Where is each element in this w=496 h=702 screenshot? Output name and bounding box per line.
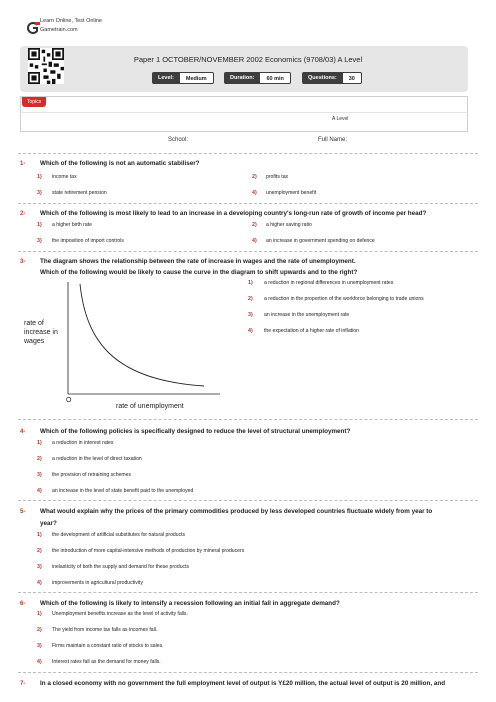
option-text[interactable]: the expectation of a higher rate of inflation: [264, 328, 359, 334]
option-text[interactable]: The yield from income tax falls as incomes fall.: [52, 627, 158, 633]
x-axis-label: rate of unemployment: [116, 403, 184, 410]
y-axis-label: rate of: [24, 320, 44, 327]
duration-badge: Duration: 60 min: [224, 72, 291, 84]
phillips-curve: [80, 284, 204, 386]
question-number: 5-: [20, 509, 26, 515]
option-number[interactable]: 1): [248, 280, 253, 286]
option-text[interactable]: Interest rates fall as the demand for money falls.: [52, 659, 161, 665]
option-text[interactable]: a reduction in interest rates: [52, 440, 114, 446]
option-number[interactable]: 1): [37, 174, 42, 180]
y-axis-label: wages: [24, 338, 45, 345]
topics-divider: [20, 112, 468, 113]
option-text[interactable]: a reduction in the level of direct taxation: [52, 456, 142, 462]
question-number: 3-: [20, 259, 26, 265]
divider: [18, 500, 478, 501]
option-text[interactable]: an increase in the level of state benefit paid to the unemployed: [52, 488, 194, 494]
option-text[interactable]: profits tax: [266, 174, 289, 180]
option-number[interactable]: 2): [37, 627, 42, 633]
divider: [18, 672, 478, 673]
option-text[interactable]: state retirement pension: [52, 190, 107, 196]
school-label: School:: [168, 137, 189, 143]
option-text[interactable]: Firms maintain a constant ratio of stocks to sales.: [52, 643, 164, 649]
qr-code-icon: [28, 48, 64, 84]
option-text[interactable]: the provision of retraining schemes: [52, 472, 131, 478]
option-number[interactable]: 4): [252, 238, 257, 244]
question-number: 7-: [20, 681, 26, 687]
question-text: The diagram shows the relationship between the rate of increase in wages and the rate of unemployment.: [40, 258, 356, 265]
full-name-label: Full Name:: [318, 137, 348, 143]
question-text-continued: year?: [40, 520, 57, 527]
question-number: 4-: [20, 429, 26, 435]
option-number[interactable]: 3): [248, 312, 253, 318]
divider: [18, 419, 478, 420]
option-number[interactable]: 1): [37, 532, 42, 538]
option-number[interactable]: 2): [37, 548, 42, 554]
gametrain-logo-icon: [26, 22, 40, 34]
questions-badge: Questions: 30: [302, 72, 362, 84]
option-text[interactable]: a reduction in regional differences in unemployment rates: [264, 280, 394, 286]
option-number[interactable]: 3): [37, 643, 42, 649]
option-number[interactable]: 2): [252, 222, 257, 228]
option-text[interactable]: an increase in government spending on defence: [266, 238, 375, 244]
option-number[interactable]: 3): [37, 238, 42, 244]
option-number[interactable]: 2): [252, 174, 257, 180]
option-number[interactable]: 4): [37, 488, 42, 494]
question-number: 1-: [20, 161, 26, 167]
question-text: In a closed economy with no government the full employment level of output is Y£20 million, the actual level of output is 20 million, and: [40, 680, 446, 687]
topics-tab[interactable]: Topics: [22, 97, 46, 107]
option-number[interactable]: 2): [37, 456, 42, 462]
question-text: Which of the following policies is specifically designed to reduce the level of structural unemployment?: [40, 428, 351, 435]
option-text[interactable]: unemployment benefit: [266, 190, 317, 196]
level-badge: Level: Medium: [152, 72, 214, 84]
option-text[interactable]: the development of artificial substitutes for natural products: [52, 532, 186, 538]
option-number[interactable]: 1): [37, 611, 42, 617]
question-text: What would explain why the prices of the primary commodities produced by less developed countries fluctuate widely from year to: [40, 508, 433, 515]
brand-site[interactable]: Gametrain.com: [40, 27, 78, 33]
option-text[interactable]: improvements in agricultural productivity: [52, 580, 143, 586]
question-text-continued: Which of the following would be likely to cause the curve in the diagram to shift upwards and to the right?: [40, 269, 358, 276]
divider: [18, 251, 478, 252]
option-text[interactable]: an increase in the unemployment rate: [264, 312, 350, 318]
option-text[interactable]: the imposition of import controls: [52, 238, 124, 244]
option-number[interactable]: 3): [37, 472, 42, 478]
question-text: Which of the following is not an automatic stabiliser?: [40, 160, 200, 167]
option-text[interactable]: Unemployment benefits increase as the level of activity falls.: [52, 611, 188, 617]
topic-level: A Level: [332, 116, 349, 122]
option-number[interactable]: 4): [252, 190, 257, 196]
topics-panel: [20, 96, 468, 132]
question-text: Which of the following is likely to intensify a recession following an initial fall in aggregate demand?: [40, 600, 340, 607]
option-text[interactable]: the introduction of more capital-intensive methods of production by mineral producers: [52, 548, 245, 554]
option-number[interactable]: 4): [37, 580, 42, 586]
option-number[interactable]: 2): [248, 296, 253, 302]
question-number: 2-: [20, 211, 26, 217]
question-number: 6-: [20, 601, 26, 607]
option-number[interactable]: 1): [37, 440, 42, 446]
brand-tagline: Learn Online, Test Online: [40, 18, 102, 24]
brand: [26, 18, 226, 40]
divider: [18, 153, 478, 154]
option-text[interactable]: inelasticity of both the supply and demand for these products: [52, 564, 190, 570]
option-text[interactable]: income tax: [52, 174, 77, 180]
option-text[interactable]: a reduction in the proportion of the workforce belonging to trade unions: [264, 296, 424, 302]
paper-title: Paper 1 OCTOBER/NOVEMBER 2002 Economics (9708/03) A Level: [133, 55, 363, 64]
question-text: Which of the following is most likely to lead to an increase in a developing country's long-run rate of growth of income per head?: [40, 210, 427, 217]
option-text[interactable]: a higher saving ratio: [266, 222, 312, 228]
option-text[interactable]: a higher birth rate: [52, 222, 92, 228]
option-number[interactable]: 1): [37, 222, 42, 228]
option-number[interactable]: 3): [37, 190, 42, 196]
phillips-curve-diagram: [22, 280, 222, 410]
origin-label: O: [66, 397, 72, 404]
option-number[interactable]: 4): [37, 659, 42, 665]
y-axis-label: increase in: [24, 329, 58, 336]
divider: [18, 592, 478, 593]
option-number[interactable]: 4): [248, 328, 253, 334]
divider: [18, 203, 478, 204]
paper-header: [20, 46, 468, 92]
option-number[interactable]: 3): [37, 564, 42, 570]
